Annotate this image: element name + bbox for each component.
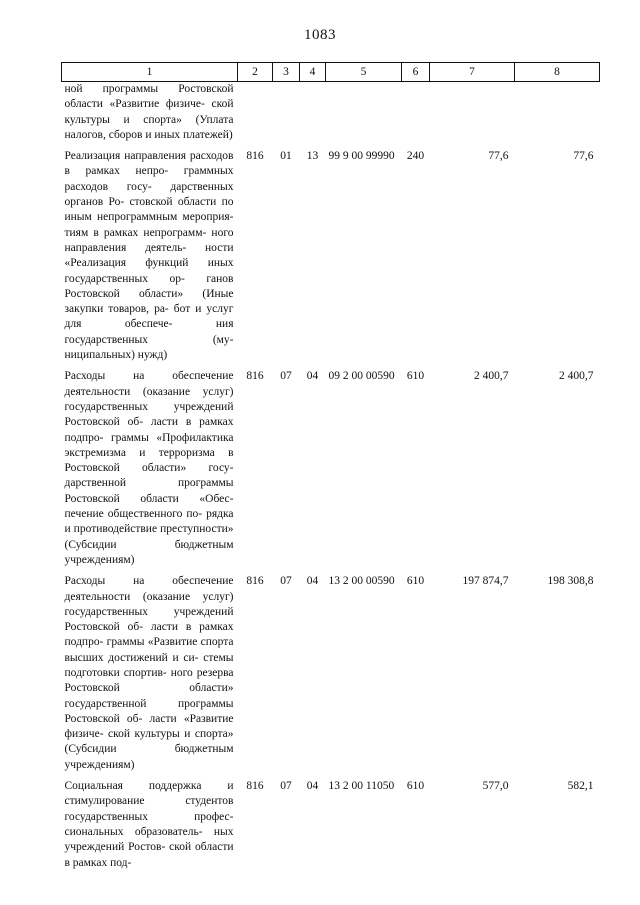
row-description: Реализация направления расходов в рамках непро- граммных расходов госу- дарственных органов Ро- стовской области по иным непрограммным мероприя- тиям в рамках непрограмм- ного направления деятель- ности «Реализация функций иных государственных ор- ганов Ростовской области» (Иные закупки товаров, ра- бот и услуг для обеспече- ния государственных (му- ниципальных) нужд) [64,150,234,362]
header-col-5: 5 [326,63,402,82]
row-description: Социальная поддержка и стимулирование студентов государственных профес- сиональных образователь- ных учреждений Ростов- ской области в рамках под- [64,780,234,869]
table-row [62,82,600,144]
row-section-code: 07 [280,575,292,588]
row-ministry-code: 816 [246,575,264,588]
row-expense-type-code: 610 [406,575,425,588]
row-target-code: 13 2 00 00590 [328,575,395,588]
budget-table [61,62,600,871]
row-amount-year-2: 77,6 [573,150,594,163]
row-section-code: 07 [280,370,292,383]
row-section-code: 07 [280,780,292,793]
row-expense-type-code: 240 [406,150,425,163]
header-col-4: 4 [300,63,326,82]
table-row [62,369,600,568]
row-amount-year-1: 2 400,7 [474,370,509,383]
row-ministry-code: 816 [246,780,264,793]
row-description: Расходы на обеспечение деятельности (оказание услуг) государственных учреждений Ростовской об- ласти в рамках подпро- граммы «Развитие спорта высших достижений и си- стемы подготовки спортив- ного резерва Ростовской области» государственной программы Ростовской об- ласти «Развитие физиче- ской культуры и спорта» (Субсидии бюджетным учреждениям) [64,575,234,771]
row-amount-year-1: 77,6 [488,150,509,163]
row-expense-type-code: 610 [406,780,425,793]
header-col-6: 6 [402,63,430,82]
row-ministry-code [238,82,273,144]
table-row [62,574,600,773]
row-amount-year-1 [430,82,515,144]
row-description: ной программы Ростовской области «Развитие физиче- ской культуры и спорта» (Уплата налогов, сборов и иных платежей) [64,83,234,141]
table-row [62,149,600,363]
page-number: 1083 [304,27,336,43]
row-amount-year-2: 198 308,8 [547,575,594,588]
row-expense-type-code [402,82,430,144]
table-header-row [62,63,600,82]
row-subsection-code: 04 [306,780,319,793]
header-col-1: 1 [62,63,238,82]
row-amount-year-1: 577,0 [482,780,509,793]
row-ministry-code: 816 [246,150,264,163]
row-expense-type-code: 610 [406,370,425,383]
row-amount-year-2: 582,1 [567,780,594,793]
row-section-code: 01 [280,150,292,163]
header-col-8: 8 [515,63,600,82]
row-section-code [273,82,300,144]
row-target-code: 09 2 00 00590 [328,370,395,383]
header-col-7: 7 [430,63,515,82]
row-target-code: 99 9 00 99990 [328,150,395,163]
header-col-3: 3 [273,63,300,82]
row-target-code: 13 2 00 11050 [328,780,395,793]
row-amount-year-2 [515,82,600,144]
table-row [62,779,600,871]
row-subsection-code: 04 [306,575,319,588]
row-amount-year-1: 197 874,7 [462,575,509,588]
row-subsection-code: 04 [306,370,319,383]
row-ministry-code: 816 [246,370,264,383]
header-col-2: 2 [238,63,273,82]
row-description: Расходы на обеспечение деятельности (оказание услуг) государственных учреждений Ростовской об- ласти в рамках подпро- граммы «Профилактика экстремизма и терроризма в Ростовской области» госу- дарственной программы Ростовской области «Обес- печение общественного по- рядка и противодействие преступности» (Субсидии бюджетным учреждениям) [64,370,234,566]
row-amount-year-2: 2 400,7 [559,370,594,383]
row-subsection-code [300,82,326,144]
row-subsection-code: 13 [306,150,319,163]
row-target-code [326,82,402,144]
